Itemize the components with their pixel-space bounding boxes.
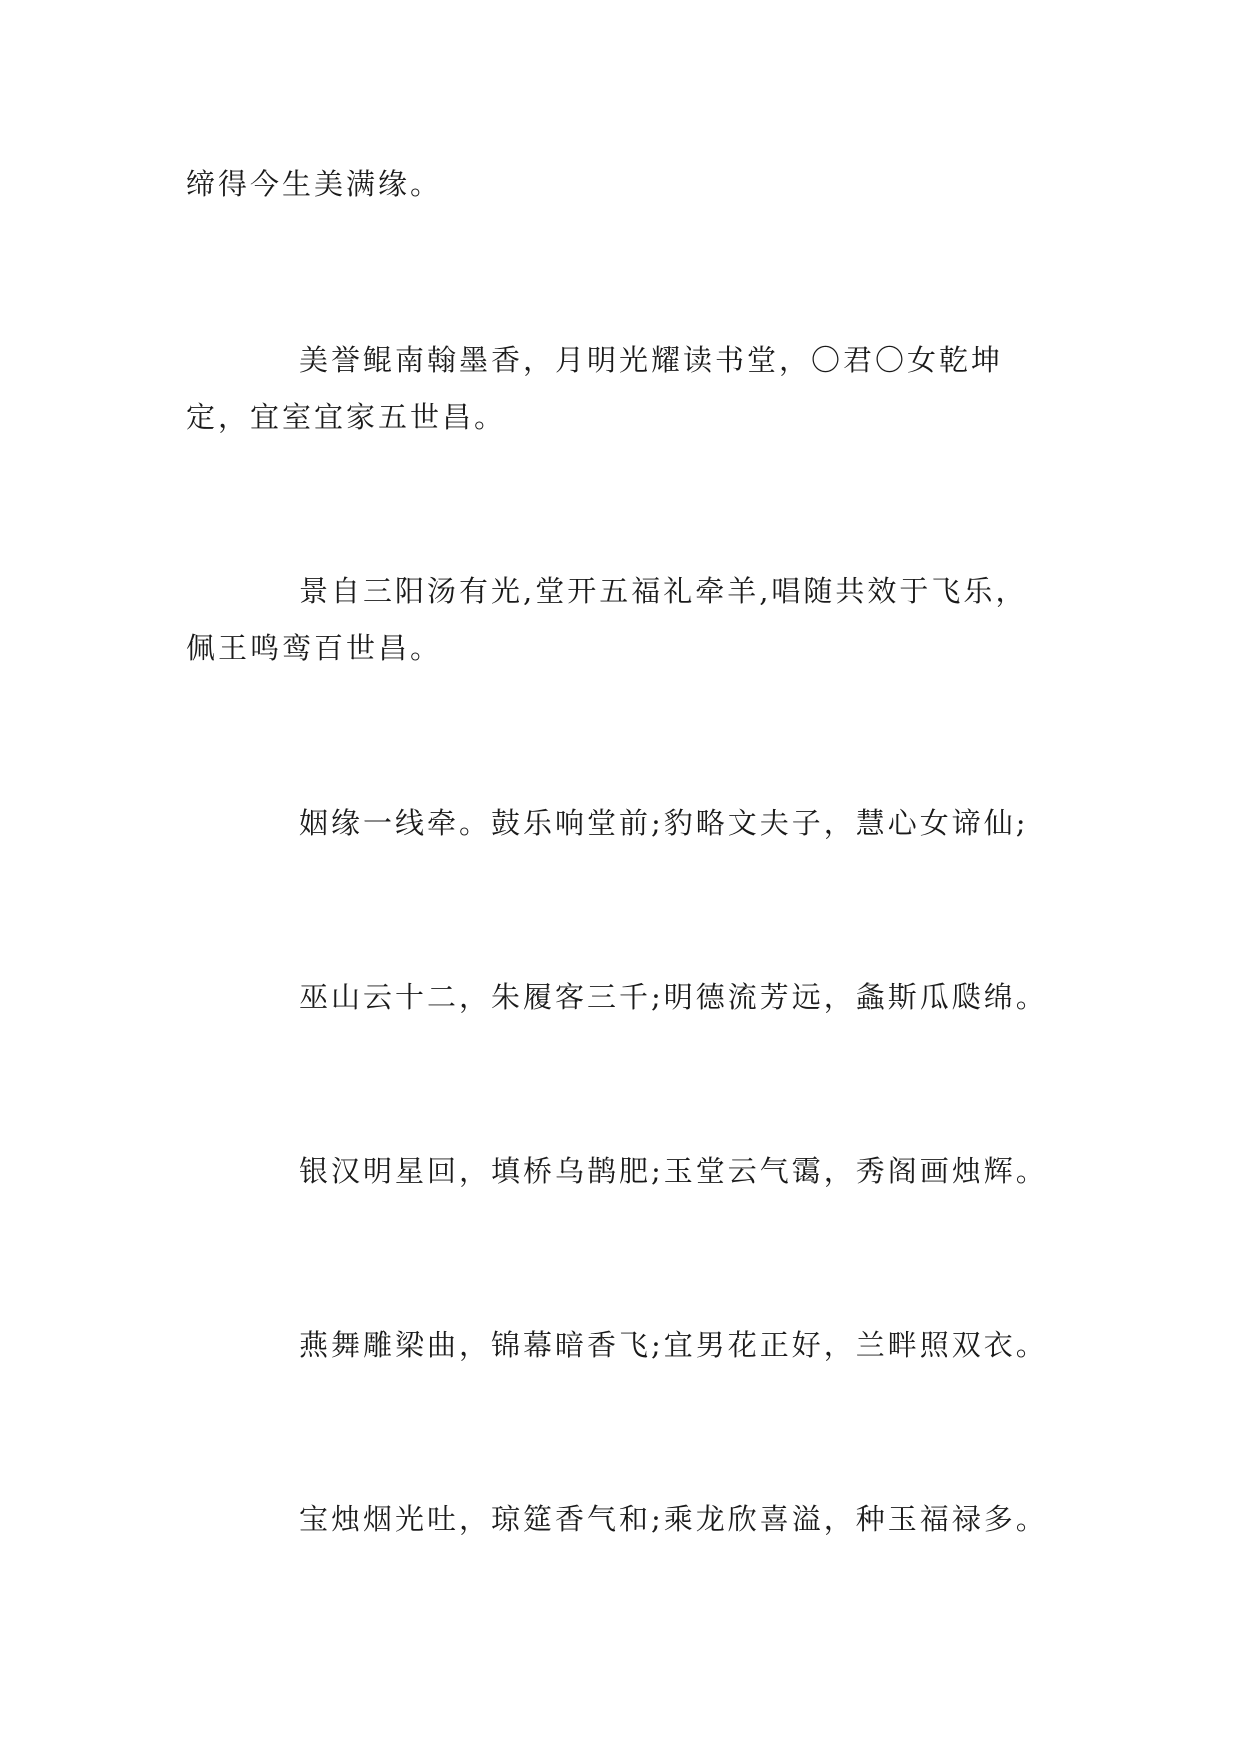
paragraph-line: 佩王鸣鸾百世昌。 xyxy=(186,631,443,665)
paragraph-line: 景自三阳汤有光,堂开五福礼牵羊,唱随共效于飞乐， xyxy=(299,574,1028,608)
paragraph-line: 宝烛烟光吐，琼筵香气和;乘龙欣喜溢，种玉福禄多。 xyxy=(299,1502,1048,1536)
paragraph-line: 银汉明星回，填桥乌鹊肥;玉堂云气霭，秀阁画烛辉。 xyxy=(299,1154,1048,1188)
paragraph-line: 巫山云十二，朱履客三千;明德流芳远，螽斯瓜瓞绵。 xyxy=(299,980,1048,1014)
paragraph-line: 燕舞雕梁曲，锦幕暗香飞;宜男花正好，兰畔照双衣。 xyxy=(299,1328,1048,1362)
paragraph-line: 姻缘一线牵。鼓乐响堂前;豹略文夫子，慧心女谛仙; xyxy=(299,806,1029,840)
paragraph-line: 缔得今生美满缘。 xyxy=(186,167,443,201)
paragraph-line: 定，宜室宜家五世昌。 xyxy=(186,400,507,434)
paragraph-line: 美誉鲲南翰墨香，月明光耀读书堂，〇君〇女乾坤 xyxy=(299,343,1004,377)
